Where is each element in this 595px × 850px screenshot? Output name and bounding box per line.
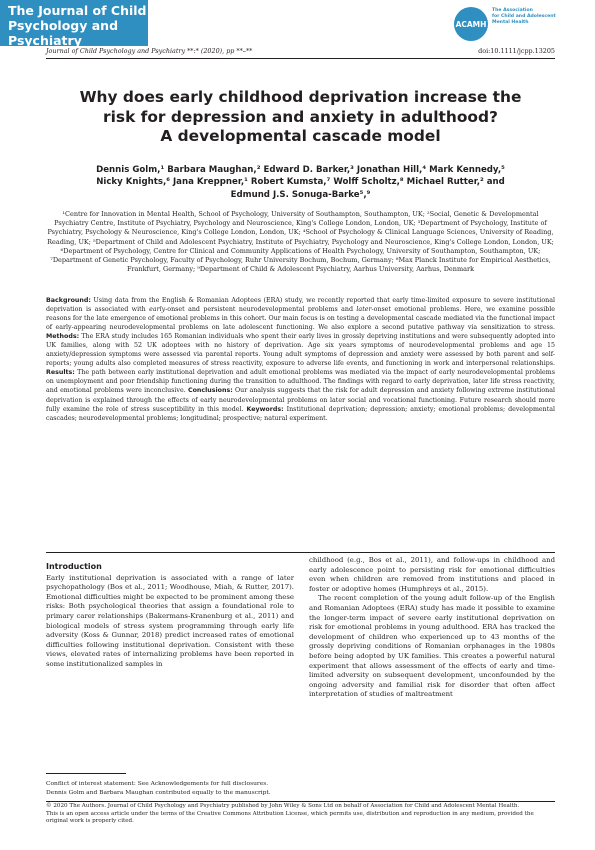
abstract-methods-text: The ERA study includes 165 Romanian individuals who spent their early lives in grossly depriving institutions and were subsequently adopted into UK families, along with 52 UK adoptees with no history of deprivation. Age six years symptoms of neurodevelopmental problems and age 15 anxiety/depression symptoms were assessed via parental reports. Young adult symptoms of depression and anxiety were assessed by both parent and self-reports; young adults also completed measures of stress reactivity, exposure to adverse life events, and functioning in work and interpersonal relationships. — [46, 333, 555, 368]
license-line: This is an open access article under the terms of the Creative Commons Attribution License, which permits use, distribution and reproduction in any medium, provided the original work is properly cited. — [46, 810, 534, 825]
acamh-line3: Mental Health — [492, 20, 529, 25]
acamh-line2: for Child and Adolescent — [492, 14, 556, 19]
abstract — [46, 296, 555, 423]
journal-banner — [0, 0, 148, 46]
copyright-notice — [46, 803, 555, 826]
title-line2: risk for depression and anxiety in adulthood? — [103, 107, 498, 126]
abstract-divider — [46, 552, 555, 553]
affiliations: ¹Centre for Innovation in Mental Health, School of Psychology, University of Southampton, Southampton, UK; ²Social, Genetic & Developmental Psychiatry Centre, Institute of Psychiatry, Psychology and Neuroscience, King's College London, London, UK; ³Department of Psychology, Institute of Psychiatry, Psychology & Neuroscience, King's College London, London, UK; ⁴School of Psychology & Clinical Language Sciences, University of Reading, Reading, UK; ⁵Department of Child and Adolescent Psychiatry, Institute of Psychiatry, Psychology and Neuroscience, King's College London, London, UK; ⁶Department of Psychology, Centre for Clinical and Community Applications of Health Psychology, University of Southampton, Southampton, UK; ⁷Department of Genetic Psychology, Faculty of Psychology, Ruhr University Bochum, Bochum, Germany; ⁸Max Planck Institute for Empirical Aesthetics, Frankfurt, Germany; ⁹Department of Child & Adolescent Psychiatry, Aarhus University, Aarhus, Denmark — [47, 210, 554, 274]
equal-contribution-note: Dennis Golm and Barbara Maughan contributed equally to the manuscript. — [46, 790, 271, 797]
abstract-emphasis-later: later — [356, 306, 372, 314]
doi-link[interactable]: doi:10.1111/jcpp.13205 — [478, 47, 555, 55]
acamh-line1: The Association — [492, 8, 533, 13]
intro-paragraph-1: Early institutional deprivation is associated with a range of later psychopathology (Bos et al., 2011; Woodhouse, Miah, & Rutter, 2017). Emotional difficulties might be expected to be prominent among these risks: Both psychological theories that assign a foundational role to primary carer relationships (Bakermans-Kranenburg et al., 2011) and biological models of stress system programming through early life adversity (Koss & Gunnar, 2018) predict increased rates of emotional difficulties following institutional deprivation. Consistent with these views, elevated rates of internalizing problems have been reported in some institutionalized samples in — [46, 573, 294, 668]
copyright-line: © 2020 The Authors. Journal of Child Psychology and Psychiatry published by John Wiley & Sons Ltd on behalf of Association for Child and Adolescent Mental Health. — [46, 803, 520, 809]
abstract-background-label: Background: — [46, 297, 91, 304]
conflict-of-interest-note: Conflict of interest statement: See Acknowledgements for full disclosures. — [46, 781, 269, 787]
acamh-name — [492, 8, 592, 26]
intro-paragraph-1-cont: childhood (e.g., Bos et al., 2011), and follow-ups in childhood and early adolescence point to persisting risk for emotional difficulties even when children are removed from institutions and placed in foster or adoptive homes (Humphreys et al., 2015). — [309, 556, 555, 593]
title-line1: Why does early childhood deprivation increase the — [79, 88, 522, 106]
footnotes — [46, 780, 294, 798]
right-column — [309, 556, 555, 700]
abstract-methods-label: Methods: — [46, 333, 80, 341]
left-column — [46, 562, 294, 670]
abstract-keywords-label: Keywords: — [246, 405, 284, 413]
abstract-background-text-3: -onset emotional problems. Here, we examine possible reasons for the late emergence of emotional problems in this cohort. Our main focus is on testing a developmental cascade mediated via the functional impact of early-appearing neurodevelopmental problems on late adolescent functioning. We also explore a second putative pathway via sensitization to stress. — [46, 306, 555, 332]
acamh-logo-text: ACAMH — [455, 20, 487, 29]
abstract-conclusions-text: Our analysis suggests that the risk for adult depression and anxiety following extreme institutional deprivation is explained through the effects of early neurodevelopmental problems on later social and vocational functioning. Future research should more fully examine the role of stress susceptibility in this model. — [46, 387, 555, 413]
abstract-keywords-text: Institutional deprivation; depression; anxiety; emotional problems; developmental cascades; neurodevelopmental problems; longitudinal; prospective; natural experiment. — [46, 405, 555, 422]
authors-line1: Dennis Golm,¹ Barbara Maughan,² Edward D. Barker,³ Jonathan Hill,⁴ Mark Kennedy,⁵ — [96, 165, 505, 175]
footnote-divider — [46, 773, 126, 774]
header-divider — [46, 58, 555, 59]
abstract-background-text: Using data from the English & Romanian Adoptees (ERA) study, we recently reported that early time-limited exposure to severe institutional deprivation is associated with — [46, 297, 555, 314]
abstract-conclusions-label: Conclusions: — [187, 387, 233, 395]
section-heading-introduction: Introduction — [46, 562, 102, 571]
copyright-divider — [46, 801, 555, 802]
abstract-results-text: The path between early institutional deprivation and adult emotional problems was mediated via the impact of early neurodevelopmental problems on unemployment and poor friendship functioning during the transition to adulthood. The findings with regard to early deprivation, later life stress reactivity, and emotional problems were inconclusive. — [46, 369, 555, 395]
title-line3: A developmental cascade model — [160, 127, 441, 145]
article-title — [46, 88, 555, 147]
intro-paragraph-2: The recent completion of the young adult follow-up of the English and Romanian Adoptees (ERA) study has made it possible to examine the longer-term impact of severe early institutional deprivation on risk for emotional problems in young adulthood. ERA has tracked the development of children who experienced up to 43 months of the grossly depriving conditions of Romanian orphanages in the 1980s before being adopted by UK families. This creates a powerful natural experiment that allows assessment of the effects of early and time-limited adversity on subsequent development, unconfounded by the ongoing adversity and familial risk for disorder that often affect interpretation of studies of maltreatment — [309, 594, 555, 699]
journal-name-line2: Psychology and Psychiatry — [8, 18, 119, 48]
running-head: Journal of Child Psychology and Psychiatry **:* (2020), pp **–** — [46, 47, 253, 55]
abstract-background-text-2: -onset and persistent neurodevelopmental problems and — [165, 306, 357, 314]
acamh-logo-icon — [453, 6, 489, 42]
abstract-results-label: Results: — [46, 369, 75, 377]
journal-name-line1: The Journal of Child — [8, 3, 147, 18]
abstract-emphasis-early: early — [149, 306, 166, 314]
authors-line2: Nicky Knights,⁶ Jana Kreppner,¹ Robert Kumsta,⁷ Wolff Scholtz,⁸ Michael Rutter,² and — [96, 177, 505, 188]
authors-line3: Edmund J.S. Sonuga-Barke⁵,⁹ — [230, 189, 371, 200]
author-list — [46, 164, 555, 201]
